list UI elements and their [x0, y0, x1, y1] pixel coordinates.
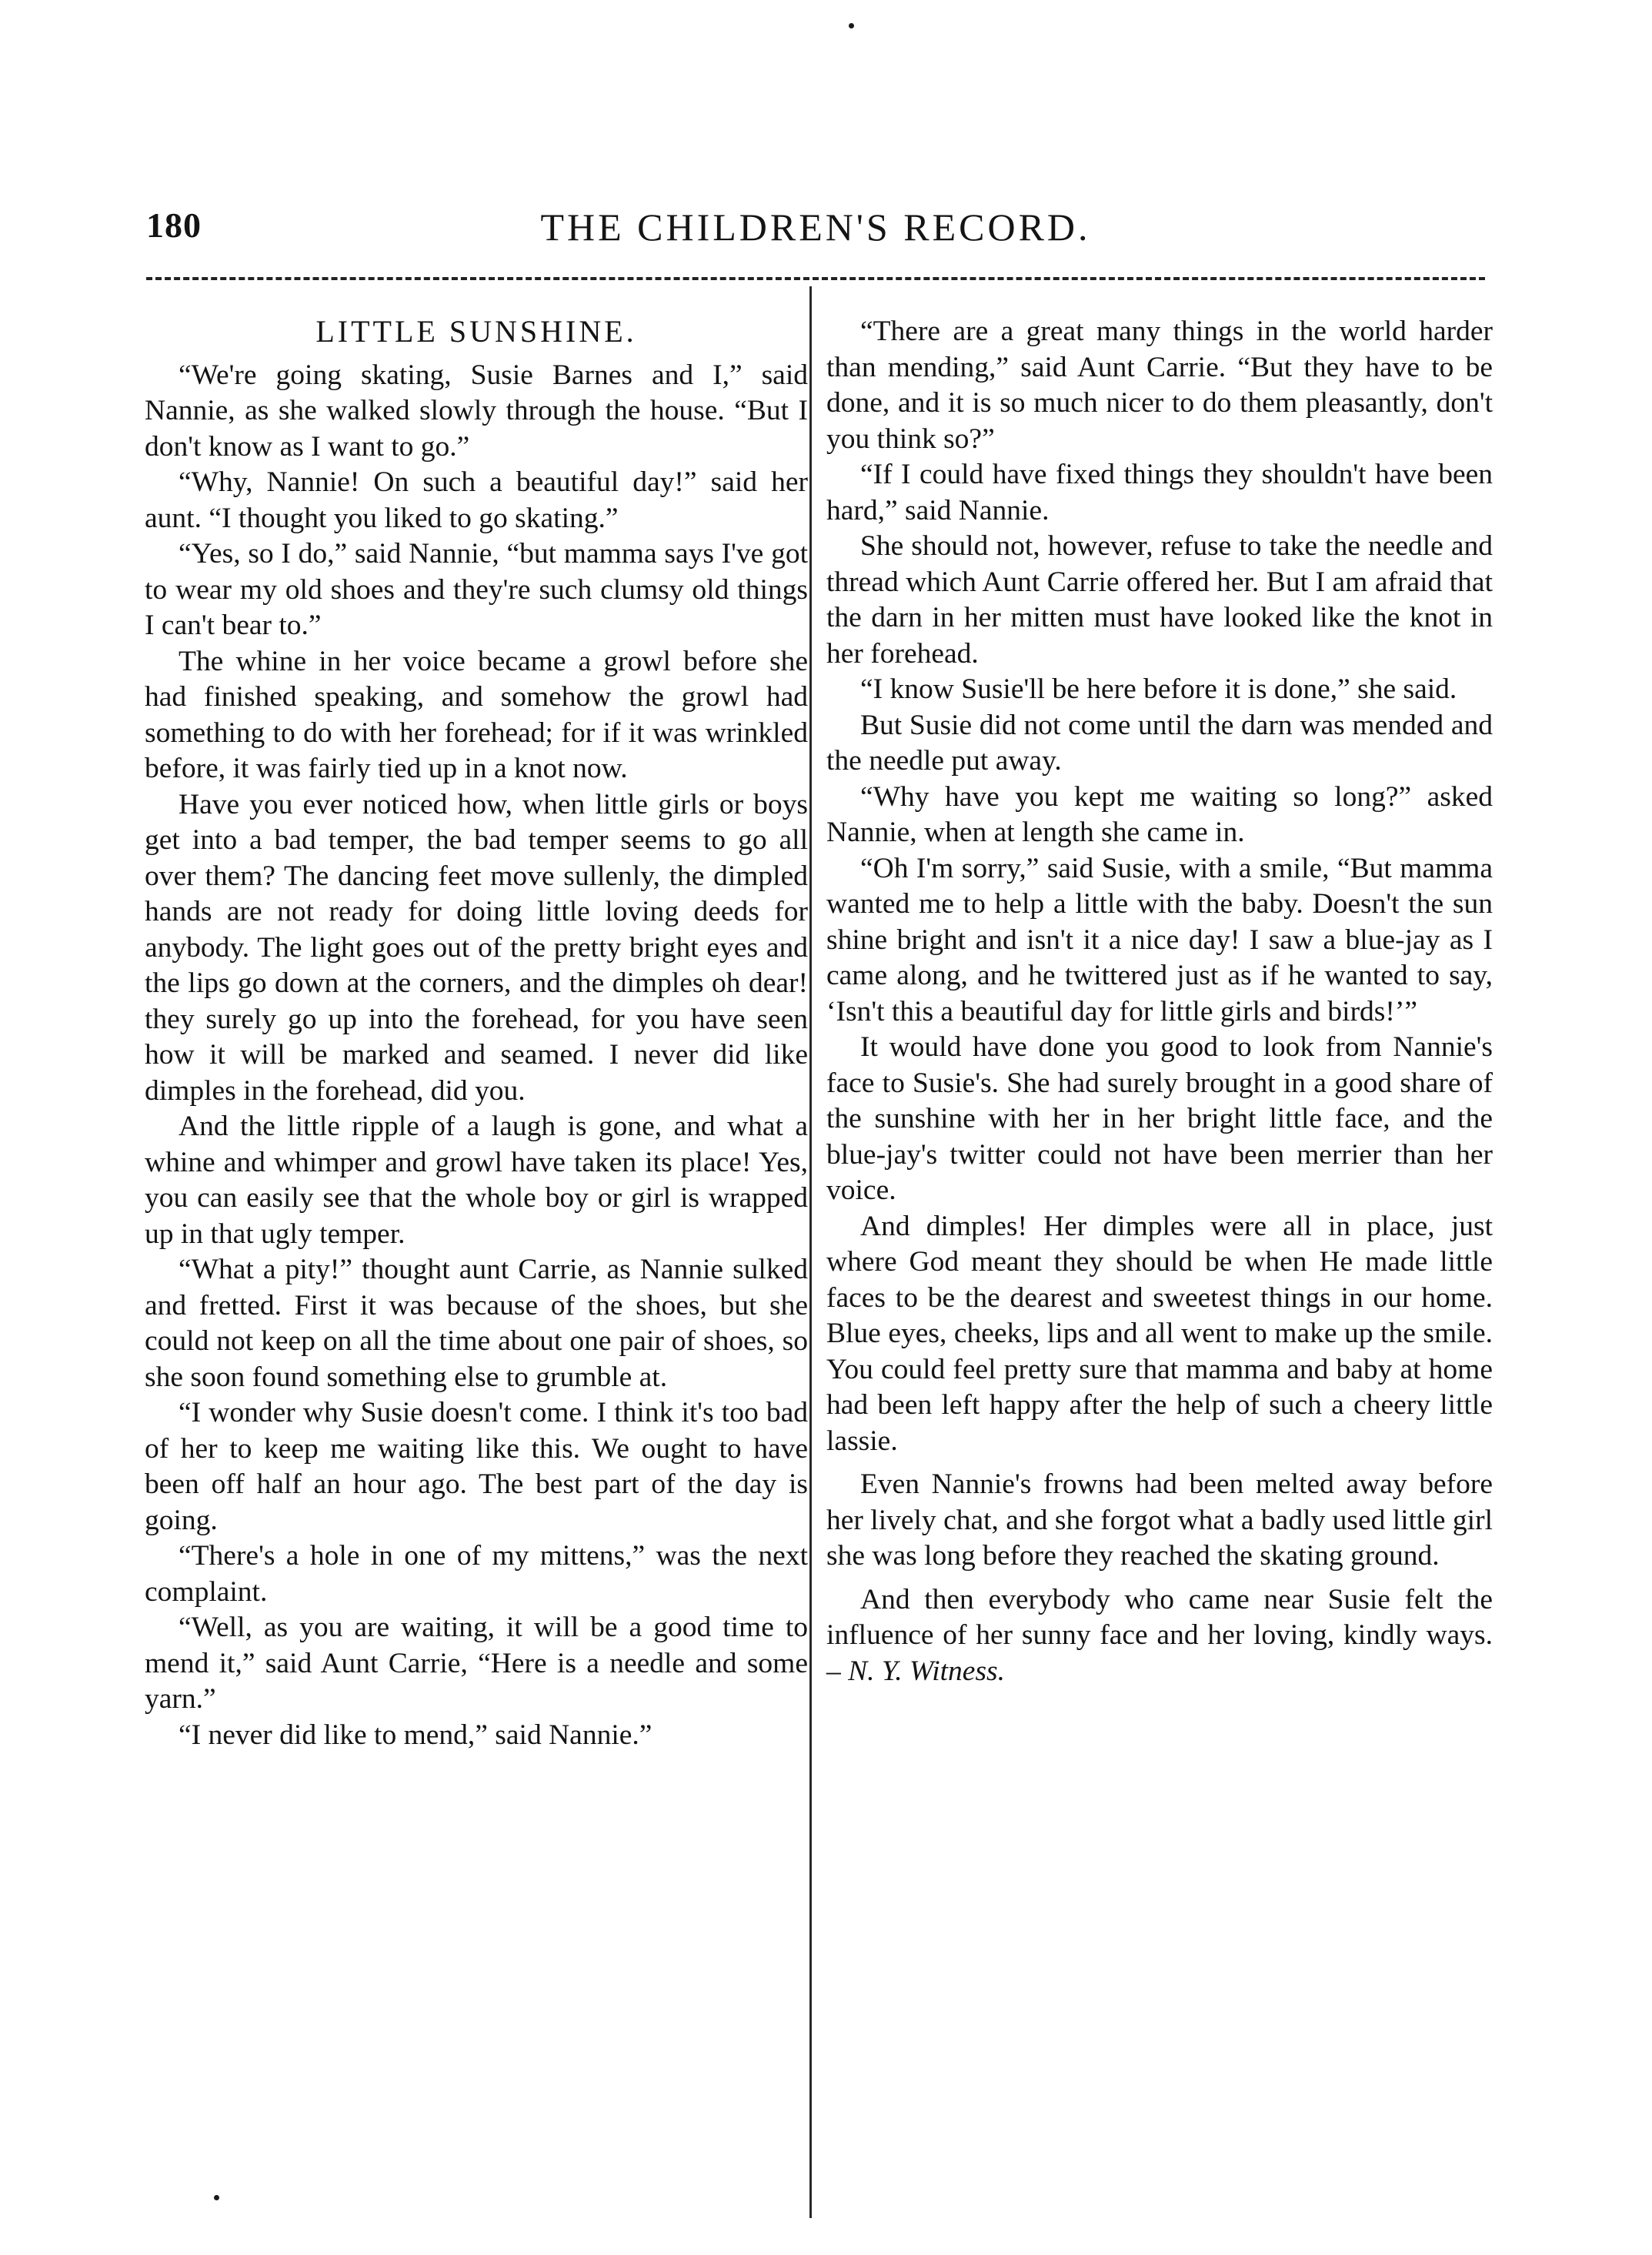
paragraph: And dimples! Her dimples were all in place, just where God meant they should be when He made little faces to be the dearest and sweetest things in our home. Blue eyes, cheeks, lips and all went to make up the smile. You could feel pretty sure that mamma and baby at home had been left happy after the help of such a cheery little lassie.: [826, 1210, 1493, 1457]
paragraph: “If I could have fixed things they shouldn't have been hard,” said Nannie.: [826, 459, 1493, 526]
paragraph: “I know Susie'll be here before it is done,” she said.: [860, 673, 1457, 705]
column-divider: [809, 286, 812, 2218]
page-number: 180: [146, 205, 202, 245]
paragraph: “Why have you kept me waiting so long?” asked Nannie, when at length she came in.: [826, 780, 1493, 848]
paragraph: Have you ever noticed how, when little girls or boys get into a bad temper, the bad temper seems to go all over them? The dancing feet move sullenly, the dimpled hands are not ready for doing little loving deeds for anybody. The light goes out of the pretty bright eyes and the lips go down at the corners, and the dimples oh dear! they surely go up into the forehead, for you have seen how it will be marked and seamed. I never did like dimples in the forehead, did you.: [145, 788, 808, 1107]
paragraph: “Well, as you are waiting, it will be a good time to mend it,” said Aunt Carrie, “Here is a needle and some yarn.”: [145, 1612, 808, 1715]
paragraph: “Why, Nannie! On such a beautiful day!” said her aunt. “I thought you liked to go skating.”: [145, 466, 808, 534]
paragraph: She should not, however, refuse to take the needle and thread which Aunt Carrie offered her. But I am afraid that the darn in her mitten must have looked like the knot in her forehead.: [826, 530, 1493, 670]
paragraph: “There's a hole in one of my mittens,” was the next complaint.: [145, 1540, 808, 1608]
paragraph: But Susie did not come until the darn was mended and the needle put away.: [826, 709, 1493, 777]
paragraph-text: And then everybody who came near Susie felt the influence of her sunny face and her loving, kindly ways.: [826, 1583, 1493, 1651]
paragraph: “Yes, so I do,” said Nannie, “but mamma says I've got to wear my old shoes and they're such clumsy old things I can't bear to.”: [145, 538, 808, 641]
paragraph: “Oh I'm sorry,” said Susie, with a smile, “But mamma wanted me to help a little with the baby. Doesn't the sun shine bright and isn't it a nice day! I saw a blue-jay as I came along, and he twittered just as if he wanted to say, ‘Isn't this a beautiful day for little girls and birds!’”: [826, 852, 1493, 1027]
article-credit: – N. Y. Witness.: [826, 1655, 1006, 1687]
paragraph: Even Nannie's frowns had been melted away before her lively chat, and she forgot what a badly used little girl she was long before they reached the skating ground.: [826, 1468, 1493, 1572]
paragraph: “I wonder why Susie doesn't come. I think it's too bad of her to keep me waiting like this. We ought to have been off half an hour ago. The best part of the day is going.: [145, 1397, 808, 1536]
left-column: [145, 314, 808, 1753]
paragraph: And the little ripple of a laugh is gone, and what a whine and whimper and growl have taken its place! Yes, you can easily see that the whole boy or girl is wrapped up in that ugly temper.: [145, 1111, 808, 1250]
paragraph: It would have done you good to look from Nannie's face to Susie's. She had surely brought in a good share of the sunshine with her in her bright little face, and the blue-jay's twitter could not have been merrier than her voice.: [826, 1031, 1493, 1206]
bottom-speck: [214, 2195, 219, 2200]
paragraph-final: [826, 1582, 1493, 1690]
running-title: THE CHILDREN'S RECORD.: [540, 205, 1091, 249]
paragraph: “I never did like to mend,” said Nannie.”: [179, 1719, 652, 1751]
page-header: [146, 205, 1485, 259]
header-rule: [146, 277, 1485, 280]
top-speck: [849, 23, 854, 28]
paragraph: “We're going skating, Susie Barnes and I,” said Nannie, as she walked slowly through the house. “But I don't know as I want to go.”: [145, 359, 808, 463]
paragraph: “There are a great many things in the world harder than mending,” said Aunt Carrie. “But they have to be done, and it is so much nicer to do them pleasantly, don't you think so?”: [826, 316, 1493, 455]
paragraph: “What a pity!” thought aunt Carrie, as Nannie sulked and fretted. First it was because of the shoes, but she could not keep on all the time about one pair of shoes, so she soon found something else to grumble at.: [145, 1254, 808, 1393]
paragraph: The whine in her voice became a growl before she had finished speaking, and somehow the growl had something to do with her forehead; for if it was wrinkled before, it was fairly tied up in a knot now.: [145, 645, 808, 784]
article-title: LITTLE SUNSHINE.: [315, 314, 637, 349]
right-column: [826, 314, 1493, 1689]
